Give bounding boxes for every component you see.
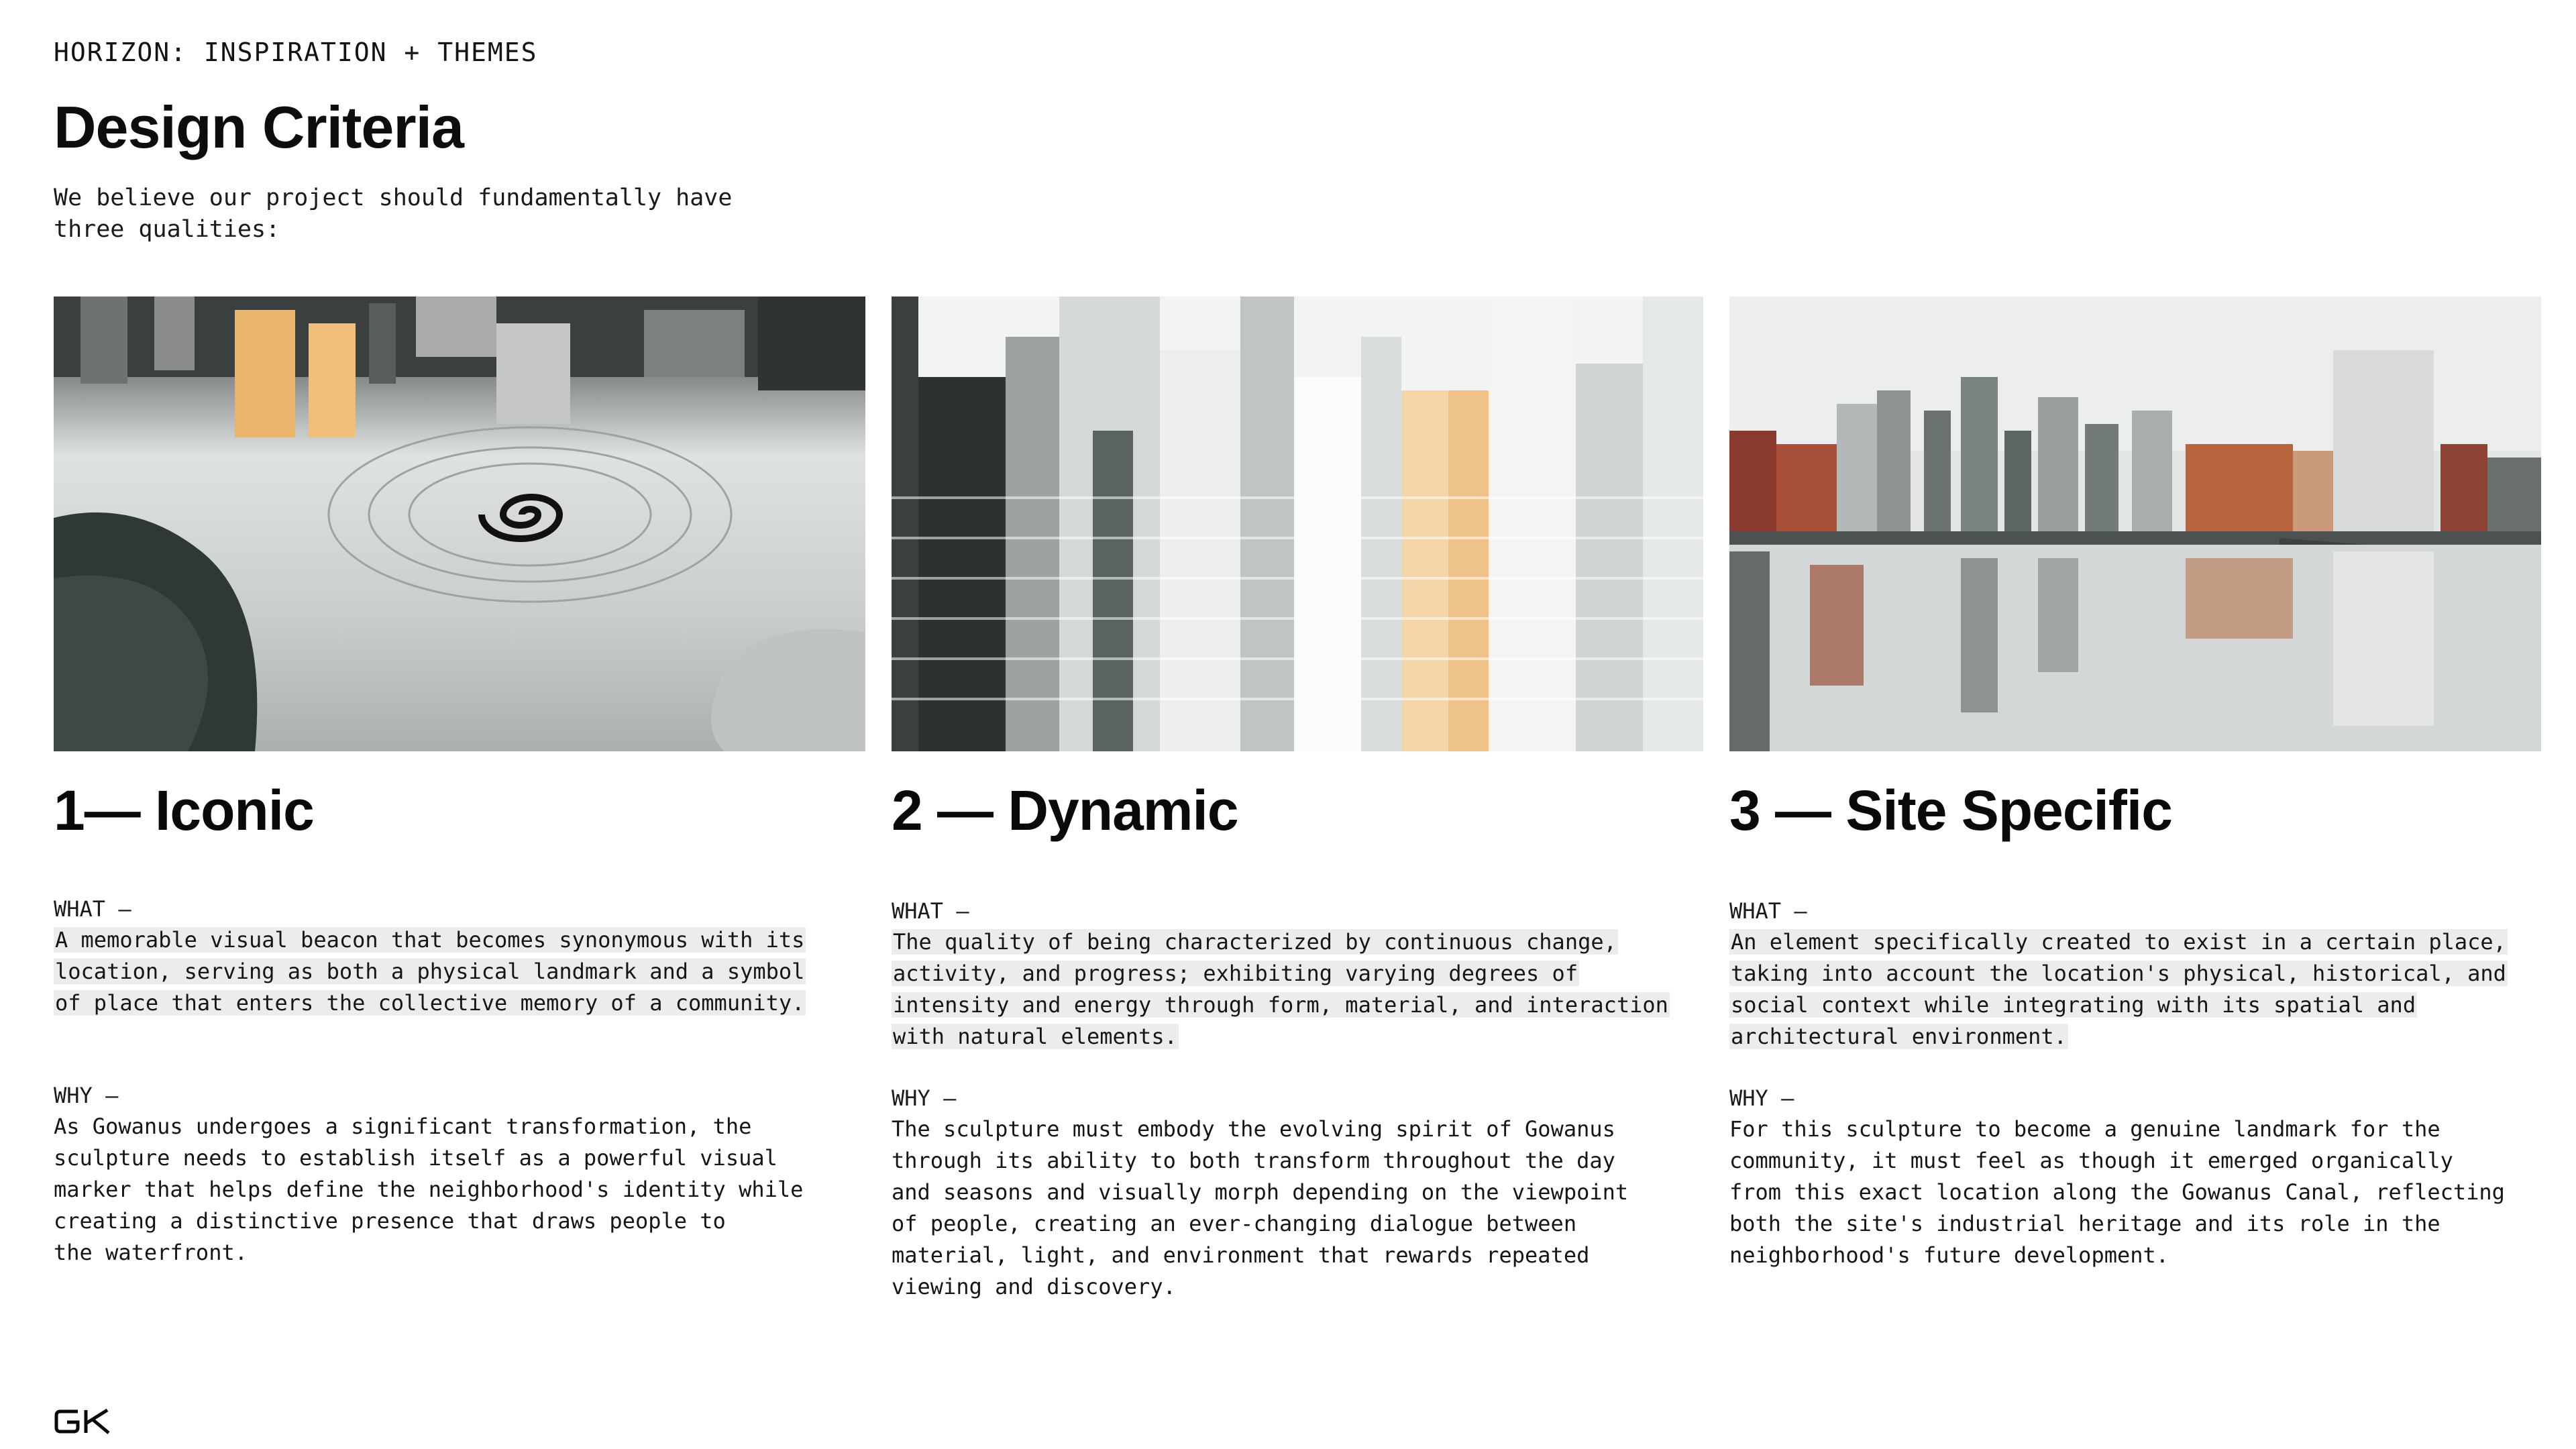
swirl-water-image <box>54 297 865 751</box>
what-text <box>892 926 1710 1053</box>
what-text-content: The quality of being characterized by continuous change, activity, and progress; exhibiting varying degrees of intensity and energy through form, material, and interaction with natural elements. <box>893 929 1668 1049</box>
why-label: WHY — <box>892 1085 957 1111</box>
criterion-heading: 2 — Dynamic <box>892 779 1238 842</box>
what-label: WHAT — <box>892 898 969 924</box>
why-label: WHY — <box>54 1083 119 1108</box>
why-text: The sculpture must embody the evolving spirit of Gowanus through its ability to both transform throughout the day and seasons and visually morph depending on the viewpoint of people, creating an ever-changing dialogue between material, light, and environment that rewards repeated viewing and discovery. <box>892 1116 1629 1299</box>
criterion-heading: 1— Iconic <box>54 779 314 842</box>
criterion-heading: 3 — Site Specific <box>1729 779 2172 842</box>
what-text <box>1729 926 2548 1053</box>
eyebrow: HORIZON: INSPIRATION + THEMES <box>54 38 538 67</box>
why-text: For this sculpture to become a genuine landmark for the community, it must feel as though it emerged organically from this exact location along the Gowanus Canal, reflecting both the site's industrial heritage and its role in the neighborhood's future development. <box>1729 1116 2505 1268</box>
what-label: WHAT — <box>1729 898 1807 924</box>
intro-text: We believe our project should fundamentally have three qualities: <box>54 184 733 243</box>
canal-skyline-image <box>1729 297 2541 751</box>
why-label: WHY — <box>1729 1085 1794 1111</box>
why-text: As Gowanus undergoes a significant transformation, the sculpture needs to establish itself as a powerful visual marker that helps define the neighborhood's identity while creating a distinctive presence that draws people to the waterfront. <box>54 1114 804 1265</box>
criterion-site-specific <box>1729 297 2541 1268</box>
what-text-content: An element specifically created to exist in a certain place, taking into account the location's physical, historical, and social context while integrating with its spatial and architectural environment. <box>1731 929 2506 1049</box>
reflection-image <box>892 297 1703 751</box>
what-text-content: A memorable visual beacon that becomes synonymous with its location, serving as both a physical landmark and a symbol of place that enters the collective memory of a community. <box>55 927 805 1016</box>
gk-logo <box>54 1407 111 1436</box>
criterion-dynamic <box>892 297 1703 1299</box>
what-label: WHAT — <box>54 896 131 922</box>
what-text <box>54 924 872 1019</box>
criterion-iconic <box>54 297 865 1265</box>
page-title: Design Criteria <box>54 94 464 160</box>
